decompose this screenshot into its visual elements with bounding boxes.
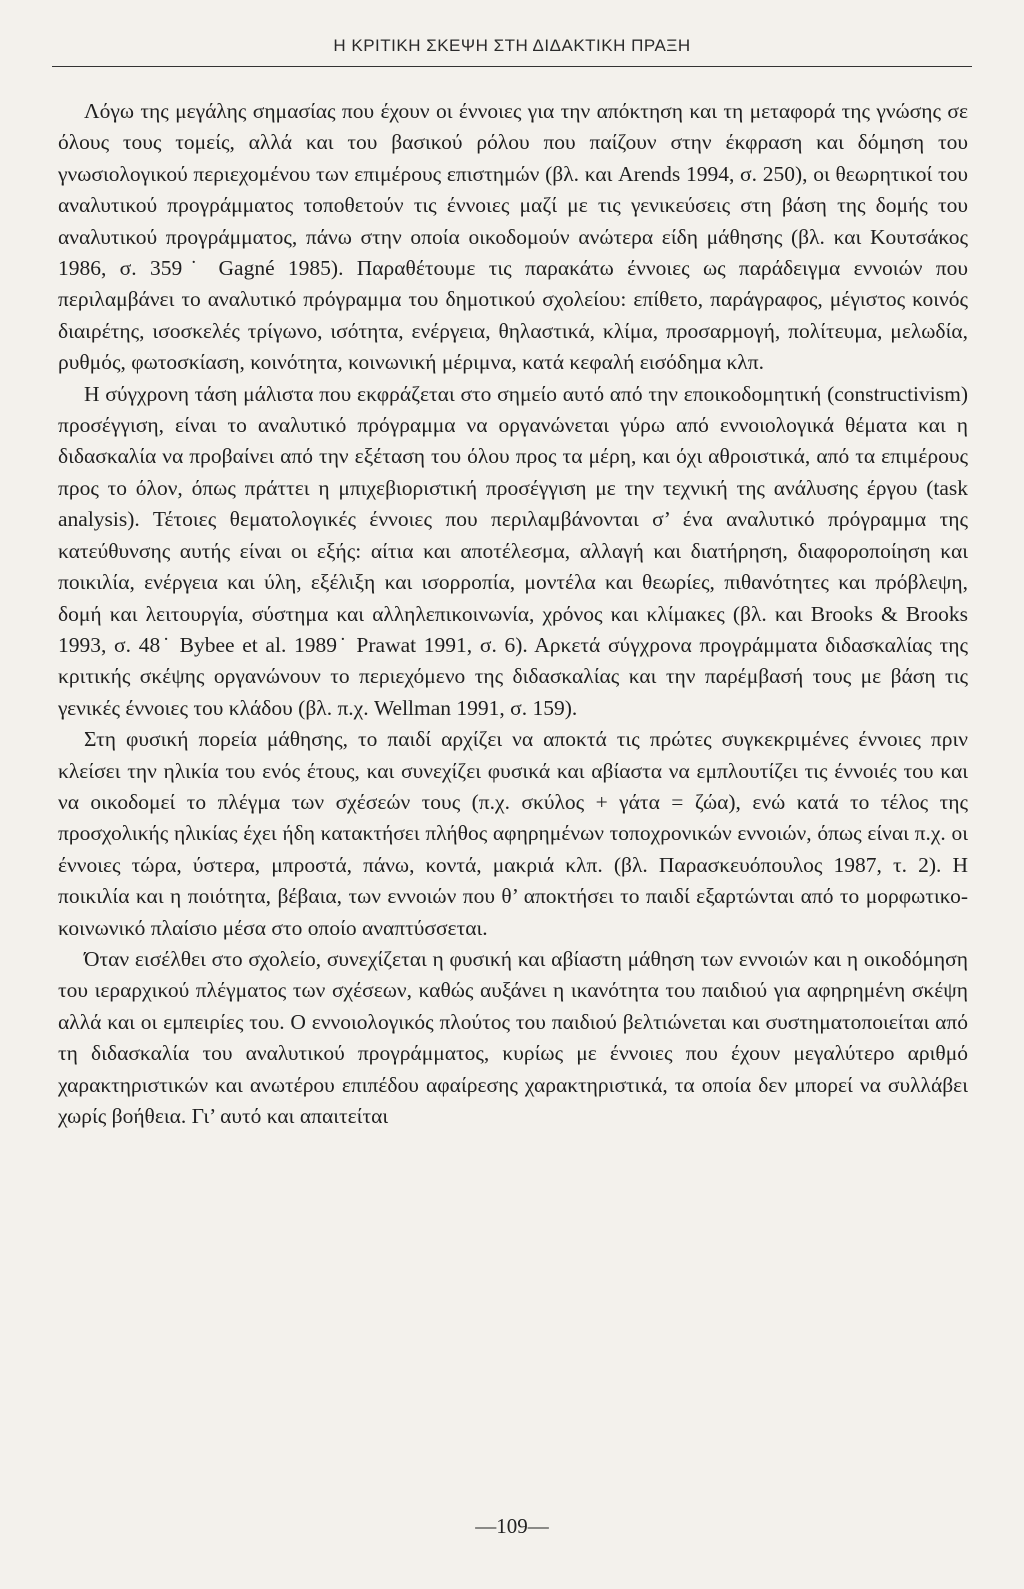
paragraph-1: Λόγω της μεγάλης σημασίας που έχουν οι έννοιες για την απόκτηση και τη μεταφορά της γνώσης σε όλους τους τομείς, αλλά και του βασικού ρόλου που παίζουν στην έκφραση και δόμηση του γνωσιολογικού περιεχομένου των επιμέρους επιστημών (βλ. και Arends 1994, σ. 250), οι θεωρητικοί του αναλυτικού προγράμματος τοποθετούν τις έννοιες μαζί με τις γενικεύσεις στη βάση της δομής του αναλυτικού προγράμματος, πάνω στην οποία οικοδομούν ανώτερα είδη μάθησης (βλ. και Κουτσάκος 1986, σ. 359˙ Gagné 1985). Παραθέτουμε τις παρακάτω έννοιες ως παράδειγμα εννοιών που περιλαμβάνει το αναλυτικό πρόγραμμα του δημοτικού σχολείου: επίθετο, παράγραφος, μέγιστος κοινός διαιρέτης, ισοσκελές τρίγωνο, ισότητα, ενέργεια, θηλαστικά, κλίμα, προσαρμογή, πολίτευμα, μελωδία, ρυθμός, φωτοσκίαση, κοινότητα, κοινωνική μέριμνα, κατά κεφαλή εισόδημα κλπ. (58, 99, 968, 375)
paragraph-4: Όταν εισέλθει στο σχολείο, συνεχίζεται η φυσική και αβίαστη μάθηση των εννοιών και η οικοδόμηση του ιεραρχικού πλέγματος των σχέσεων, καθώς αυξάνει η ικανότητα του παιδιού για αφηρημένη σκέψη αλλά και οι εμπειρίες του. Ο εννοιολογικός πλούτος του παιδιού βελτιώνεται και συστηματοποιείται από τη διδασκαλία του αναλυτικού προγράμματος, κυρίως με έννοιες που έχουν μεγαλύτερο αριθμό χαρακτηριστικών και ανωτέρου επιπέδου αφαίρεσης χαρακτηριστικά, τα οποία δεν μπορεί να συλλάβει χωρίς βοήθεια. Γι’ αυτό και απαιτείται (58, 946, 968, 1128)
paragraph-2: Η σύγχρονη τάση μάλιστα που εκφράζεται στο σημείο αυτό από την εποικοδομητική (constructivism) προσέγγιση, είναι το αναλυτικό πρόγραμμα να οργανώνεται γύρω από εννοιολογικά θέματα και η διδασκαλία να προβαίνει από την εξέταση του όλου προς τα μέρη, και όχι αθροιστικά, από τα επιμέρους προς το όλον, όπως πράττει η μπιχεβιοριστική προσέγγιση με την τεχνική της ανάλυσης έργου (task analysis). Τέτοιες θεματολογικές έννοιες που περιλαμβάνονται σ’ ένα αναλυτικό πρόγραμμα της κατεύθυνσης αυτής είναι οι εξής: αίτια και αποτέλεσμα, αλλαγή και διατήρηση, διαφοροποίηση και ποικιλία, ενέργεια και ύλη, εξέλιξη και ισορροπία, μοντέλα και θεωρίες, πιθανότητες και πρόβλεψη, δομή και λειτουργία, σύστημα και αλληλεπικοινωνία, χρόνος και κλίμακες (βλ. και Brooks & Brooks 1993, σ. 48˙ Bybee et al. 1989˙ Prawat 1991, σ. 6). Αρκετά σύγχρονα προγράμματα διδασκαλίας της κριτικής σκέψης οργανώνουν το περιεχόμενο της διδασκαλίας και την παρέμβασή τους με βάση τις γενικές έννοιες του κλάδου (βλ. π.χ. Wellman 1991, σ. 159). (58, 381, 968, 720)
header-rule (52, 66, 972, 67)
main-text (58, 96, 968, 1132)
page-number: —109— (475, 1514, 549, 1538)
paragraph-3: Στη φυσική πορεία μάθησης, το παιδί αρχίζει να αποκτά τις πρώτες συγκεκριμένες έννοιες πριν κλείσει την ηλικία του ενός έτους, και συνεχίζει φυσικά και αβίαστα να εμπλουτίζει τις έννοιές του και να οικοδομεί το πλέγμα των σχέσεών τους (π.χ. σκύλος + γάτα = ζώα), ενώ κατά το τέλος της προσχολικής ηλικίας έχει ήδη κατακτήσει πλήθος αφηρημένων τοποχρονικών εννοιών, όπως είναι π.χ. οι έννοιες τώρα, ύστερα, μπροστά, πάνω, κοντά, μακριά κλπ. (βλ. Παρασκευόπουλος 1987, τ. 2). Η ποικιλία και η ποιότητα, βέβαια, των εννοιών που θ’ αποκτήσει το παιδί εξαρτώνται από το μορφωτικο-κοινωνικό πλαίσιο μέσα στο οποίο αναπτύσσεται. (58, 727, 968, 940)
running-header: Η ΚΡΙΤΙΚΗ ΣΚΕΨΗ ΣΤΗ ΔΙΔΑΚΤΙΚΗ ΠΡΑΞΗ (333, 36, 691, 55)
